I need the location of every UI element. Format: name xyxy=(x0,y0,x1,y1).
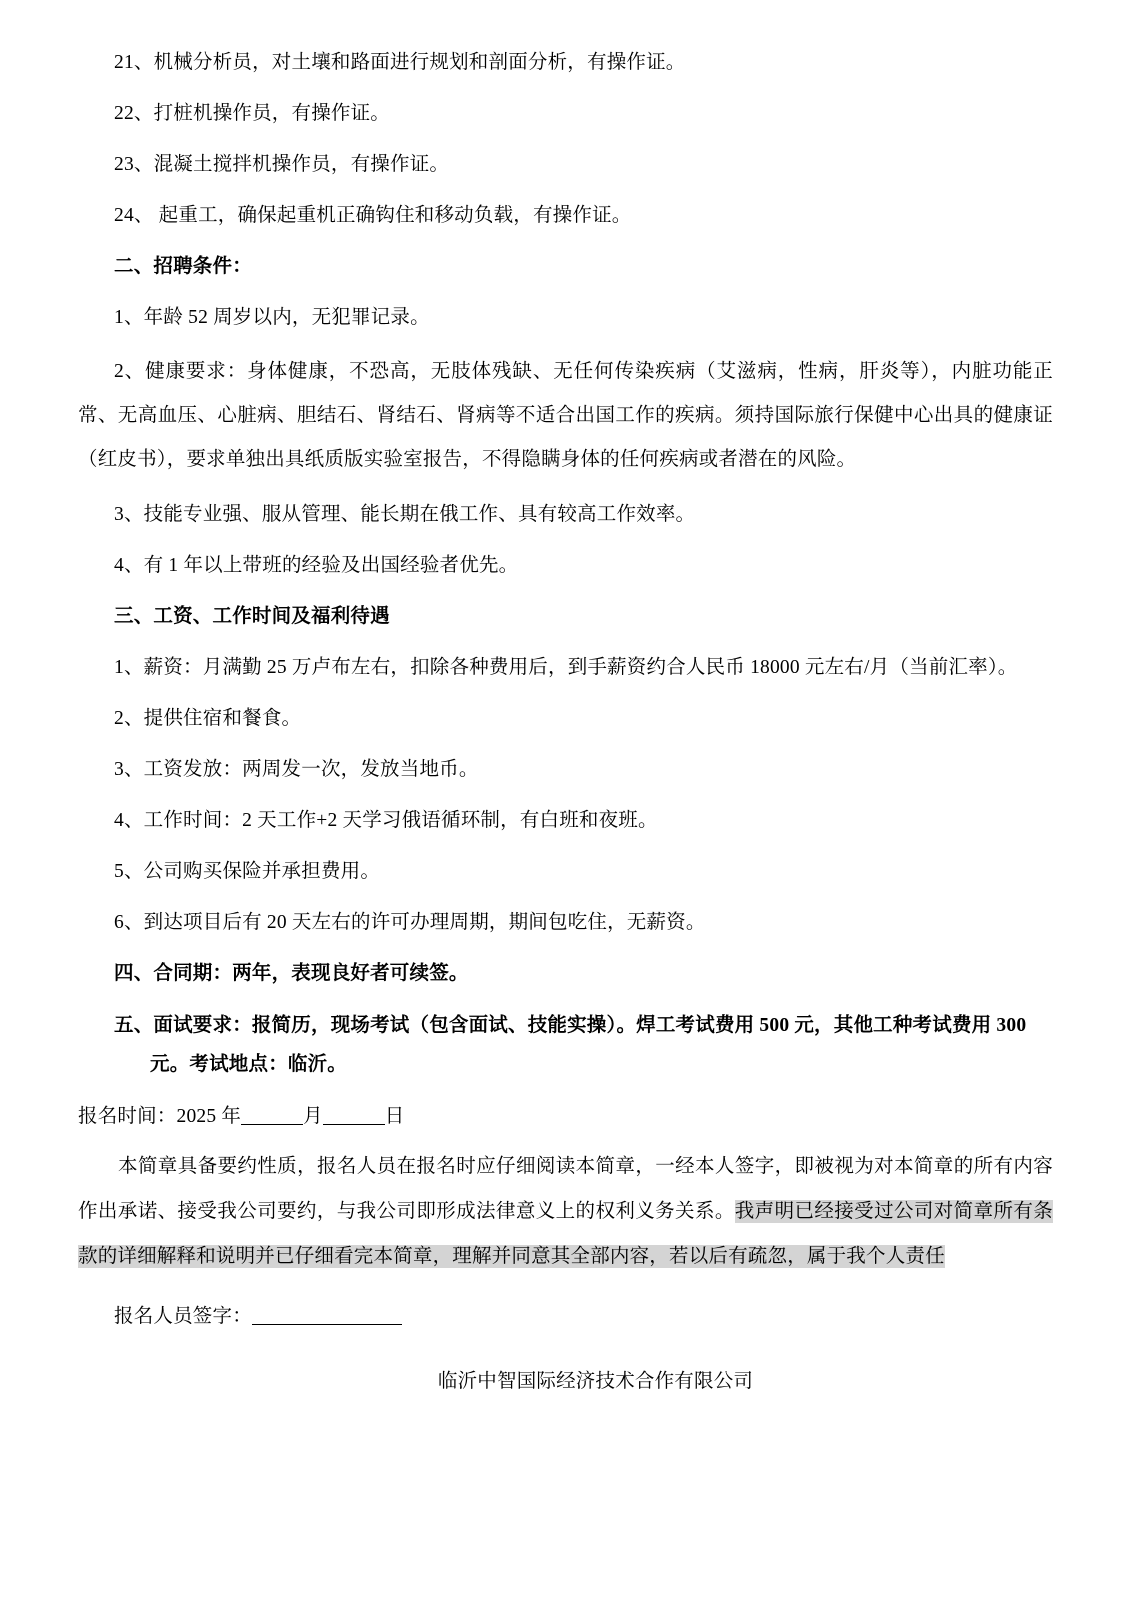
requirement-item: 4、有 1 年以上带班的经验及出国经验者优先。 xyxy=(114,554,519,576)
agreement-paragraph xyxy=(78,1145,1053,1280)
section-five-line2: 元。考试地点：临沂。 xyxy=(150,1054,348,1076)
section-five-line1: 五、面试要求：报简历，现场考试（包含面试、技能实操）。焊工考试费用 500 元，其他工种考试费用 300 xyxy=(114,1015,1027,1037)
requirement-item: 3、技能专业强、服从管理、能长期在俄工作、具有较高工作效率。 xyxy=(114,503,696,525)
signup-day-blank[interactable] xyxy=(323,1124,385,1125)
benefit-item: 5、公司购买保险并承担费用。 xyxy=(114,861,381,883)
agreement-text-highlighted: 我声明已经接受过公司对简章所有条款的详细解释和说明并已仔细看完本简章，理解并同意其全部内容，若以后有疏忽，属于我个人责任 xyxy=(78,1201,1053,1268)
signup-month-blank[interactable] xyxy=(241,1124,303,1125)
job-item: 21、机械分析员，对土壤和路面进行规划和剖面分析，有操作证。 xyxy=(114,52,686,73)
signature-line xyxy=(78,1298,1053,1335)
job-item: 22、打桩机操作员，有操作证。 xyxy=(114,103,391,125)
agreement-text-normal: 本简章具备要约性质，报名人员在报名时应仔细阅读本简章，一经本人签字，即被视为对本简章的所有内容作出承诺、接受我公司要约，与我公司即形成法律意义上的权利义务关系。 xyxy=(78,1156,1053,1223)
benefit-item: 6、到达项目后有 20 天左右的许可办理周期，期间包吃住，无薪资。 xyxy=(114,912,706,934)
signup-time-suffix: 日 xyxy=(384,1106,405,1128)
requirement-item: 2、健康要求：身体健康，不恐高，无肢体残缺、无任何传染疾病（艾滋病，性病，肝炎等），内脏功能正常、无高血压、心脏病、胆结石、肾结石、肾病等不适合出国工作的疾病。须持国际旅行保健中心出具的健康证（红皮书），要求单独出具纸质版实验室报告，不得隐瞒身体的任何疾病或者潜在的风险。 xyxy=(78,361,1053,471)
benefit-item: 2、提供住宿和餐食。 xyxy=(114,708,302,730)
signature-blank[interactable] xyxy=(252,1324,402,1325)
job-item: 24、 起重工，确保起重机正确钩住和移动负载，有操作证。 xyxy=(114,205,632,227)
section-heading-five xyxy=(78,1006,1053,1084)
section-heading-two: 二、招聘条件： xyxy=(114,256,252,278)
benefit-item: 1、薪资：月满勤 25 万卢布左右，扣除各种费用后，到手薪资约合人民币 18000 元左右/月（当前汇率）。 xyxy=(114,657,1018,679)
signup-time-mid: 月 xyxy=(303,1106,323,1128)
signup-time-prefix: 报名时间：2025 年 xyxy=(78,1106,242,1128)
benefit-item: 3、工资发放：两周发一次，发放当地币。 xyxy=(114,759,479,781)
signature-label: 报名人员签字： xyxy=(114,1305,252,1327)
section-heading-four: 四、合同期：两年，表现良好者可续签。 xyxy=(114,963,469,985)
benefit-item: 4、工作时间：2 天工作+2 天学习俄语循环制，有白班和夜班。 xyxy=(114,810,658,832)
signup-time-line xyxy=(78,1098,1053,1135)
requirement-item: 1、年龄 52 周岁以内，无犯罪记录。 xyxy=(114,307,430,329)
section-heading-three: 三、工资、工作时间及福利待遇 xyxy=(114,606,390,627)
job-item: 23、混凝土搅拌机操作员，有操作证。 xyxy=(114,154,450,176)
document-body xyxy=(78,44,1053,1400)
company-name: 临沂中智国际经济技术合作有限公司 xyxy=(437,1371,754,1392)
